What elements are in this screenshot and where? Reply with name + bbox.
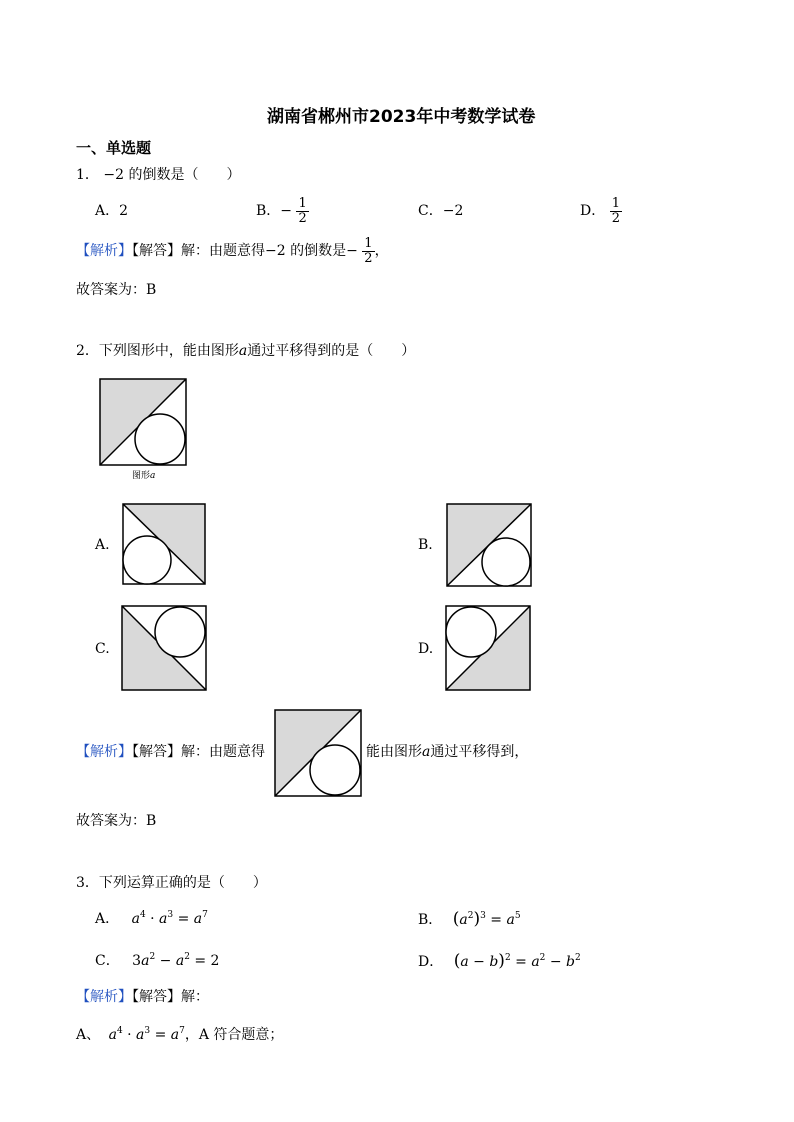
q1-option-a: A．2 (95, 203, 129, 219)
q1-conclusion: 故答案为：B (76, 282, 157, 298)
question-2-stem: 2．下列图形中，能由图形a通过平移得到的是（ ） (76, 343, 416, 359)
answer-tag: 【解答】 (132, 989, 181, 1005)
q3-analysis: 【解析】【解答】解： (76, 989, 209, 1005)
analysis-tag: 【解析】 (76, 989, 132, 1005)
q1-option-c: C．−2 (418, 203, 464, 219)
q2-option-a-label: A. (95, 537, 110, 553)
answer-tag: 【解答】 (132, 243, 181, 260)
figure-a (99, 378, 187, 466)
q2-option-d-figure (445, 605, 531, 691)
q3-option-c: C． $3a^2 - a^2 = 2$ (95, 952, 220, 969)
page-title: 湖南省郴州市2023年中考数学试卷 (267, 107, 536, 127)
q2-analysis-figure (274, 709, 362, 797)
q3-analysis-line-a: A、 $a^4 \cdot a^3 = a^7$，A 符合题意； (76, 1026, 284, 1043)
answer-tag: 【解答】 (132, 744, 181, 760)
q2-option-a-figure (122, 503, 206, 585)
q1-option-d: D． $\frac{1}{2}$ (580, 196, 620, 226)
q2-option-c-figure (121, 605, 207, 691)
q2-option-b-label: B. (418, 537, 433, 553)
q3-option-d: D． $(a - b)^2 = a^2 - b^2$ (418, 951, 581, 971)
q2-option-c-label: C. (95, 641, 110, 657)
q3-option-b: B． $(a^2)^3 = a^5$ (418, 909, 521, 929)
question-3-stem: 3．下列运算正确的是（ ） (76, 875, 267, 891)
q1-analysis: 【解析】【解答】解：由题意得−2 的倒数是− $\frac{1}{2}$ ， (76, 236, 389, 266)
figure-a-caption: 图形a (132, 471, 156, 481)
q2-analysis: 【解析】【解答】解：由题意得 (76, 744, 265, 760)
q2-analysis-end: 能由图形a通过平移得到， (366, 744, 529, 760)
q3-option-a: A． $a^4 \cdot a^3 = a^7$ (95, 910, 208, 927)
analysis-tag: 【解析】 (76, 744, 132, 760)
analysis-tag: 【解析】 (76, 243, 132, 260)
q2-conclusion: 故答案为：B (76, 813, 157, 829)
question-1-stem: 1． −2 的倒数是（ ） (76, 167, 241, 183)
q2-option-b-figure (446, 503, 532, 587)
q1-option-b: B．− $\frac{1}{2}$ (256, 196, 307, 226)
q2-option-d-label: D. (418, 641, 434, 657)
section-heading: 一、单选题 (76, 139, 152, 157)
